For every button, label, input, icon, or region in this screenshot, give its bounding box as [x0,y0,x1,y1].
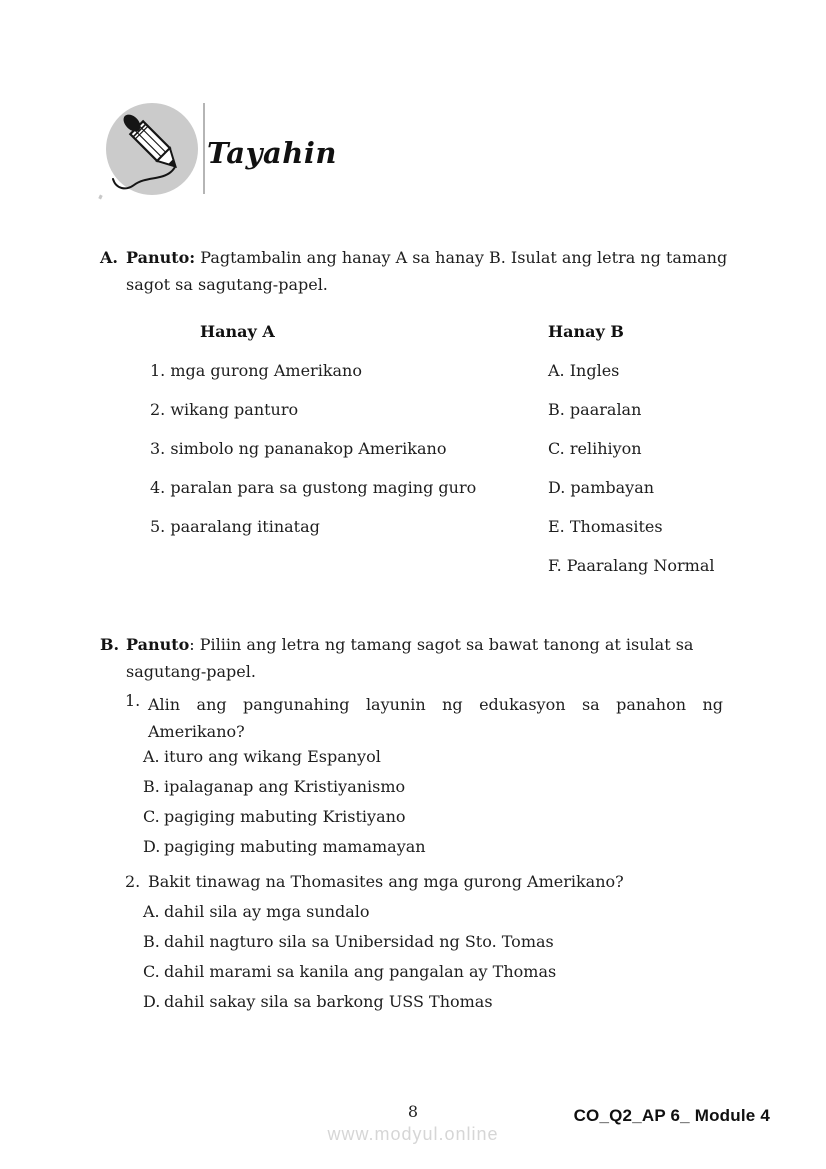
choice-row [125,742,725,772]
hanay-a-header: Hanay A [200,322,275,341]
choice-text: dahil marami sa kanila ang pangalan ay Thomas [164,962,557,981]
section-a-instruction-line1 [126,244,750,271]
watermark: www.modyul.online [327,1124,499,1144]
section-a [100,244,750,298]
match-item: 1. mga gurong Amerikano [150,361,362,380]
choice-letter: D. [143,837,161,856]
match-option: B. paaralan [548,400,642,419]
choice-letter: C. [143,807,160,826]
choice-text: ituro ang wikang Espanyol [164,747,381,766]
choice-row [125,957,765,987]
page-title: Tayahin [207,136,337,170]
choice-letter: C. [143,962,160,981]
page-number: 8 [407,1102,419,1121]
match-item: 2. wikang panturo [150,400,299,419]
question-1-number: 1. [125,691,141,710]
choice-letter: B. [143,932,160,951]
section-a-instruction-text: Pagtambalin ang hanay A sa hanay B. Isulat ang letra ng tamang [200,248,728,267]
question-1-line1: Alin ang pangunahing layunin ng edukasyon sa panahon ng [148,695,723,714]
match-option: E. Thomasites [548,517,663,536]
section-b-label: B. [100,635,120,654]
match-option: C. relihiyon [548,439,642,458]
choice-letter: A. [143,747,160,766]
choice-letter: B. [143,777,160,796]
question-2-choices [125,897,765,1017]
choice-row [125,802,725,832]
match-item: 4. paralan para sa gustong maging guro [150,478,477,497]
panuto-label-a: Panuto: [126,248,196,267]
question-1 [125,691,723,745]
section-b-instruction-text: Piliin ang letra ng tamang sagot sa bawat tanong at isulat sa [199,635,694,654]
section-b-instruction-line2: sagutang-papel. [126,662,256,681]
hanay-a-column [150,312,550,546]
choice-text: dahil sakay sila sa barkong USS Thomas [164,992,493,1011]
choice-row [125,897,765,927]
stray-mark [98,195,102,200]
question-2 [125,868,765,895]
header-divider [203,103,205,194]
module-code: CO_Q2_AP 6_ Module 4 [573,1106,770,1125]
choice-row [125,772,725,802]
choice-row [125,927,765,957]
section-b [100,631,750,685]
question-1-choices [125,742,725,862]
match-item: 3. simbolo ng pananakop Amerikano [150,439,447,458]
choice-letter: A. [143,902,160,921]
choice-row [125,987,765,1017]
match-option: F. Paaralang Normal [548,556,715,575]
pencil-writing-icon [106,103,198,195]
panuto-label-b: Panuto [126,635,190,654]
question-2-number: 2. [125,872,141,891]
hanay-b-column [548,312,798,585]
match-option: D. pambayan [548,478,655,497]
choice-letter: D. [143,992,161,1011]
choice-text: ipalaganap ang Kristiyanismo [164,777,406,796]
section-a-instruction-line2: sagot sa sagutang-papel. [126,275,328,294]
choice-text: pagiging mabuting Kristiyano [164,807,406,826]
section-a-label: A. [100,248,118,267]
match-item: 5. paaralang itinatag [150,517,320,536]
choice-row [125,832,725,862]
choice-text: pagiging mabuting mamamayan [164,837,426,856]
hanay-b-header: Hanay B [548,322,624,341]
section-b-instruction-line1 [126,631,750,658]
match-option: A. Ingles [548,361,620,380]
question-2-line1: Bakit tinawag na Thomasites ang mga gurong Amerikano? [148,872,624,891]
panuto-colon: : [189,635,195,654]
question-1-line2: Amerikano? [148,722,245,741]
choice-text: dahil nagturo sila sa Unibersidad ng Sto. Tomas [164,932,554,951]
choice-text: dahil sila ay mga sundalo [164,902,370,921]
